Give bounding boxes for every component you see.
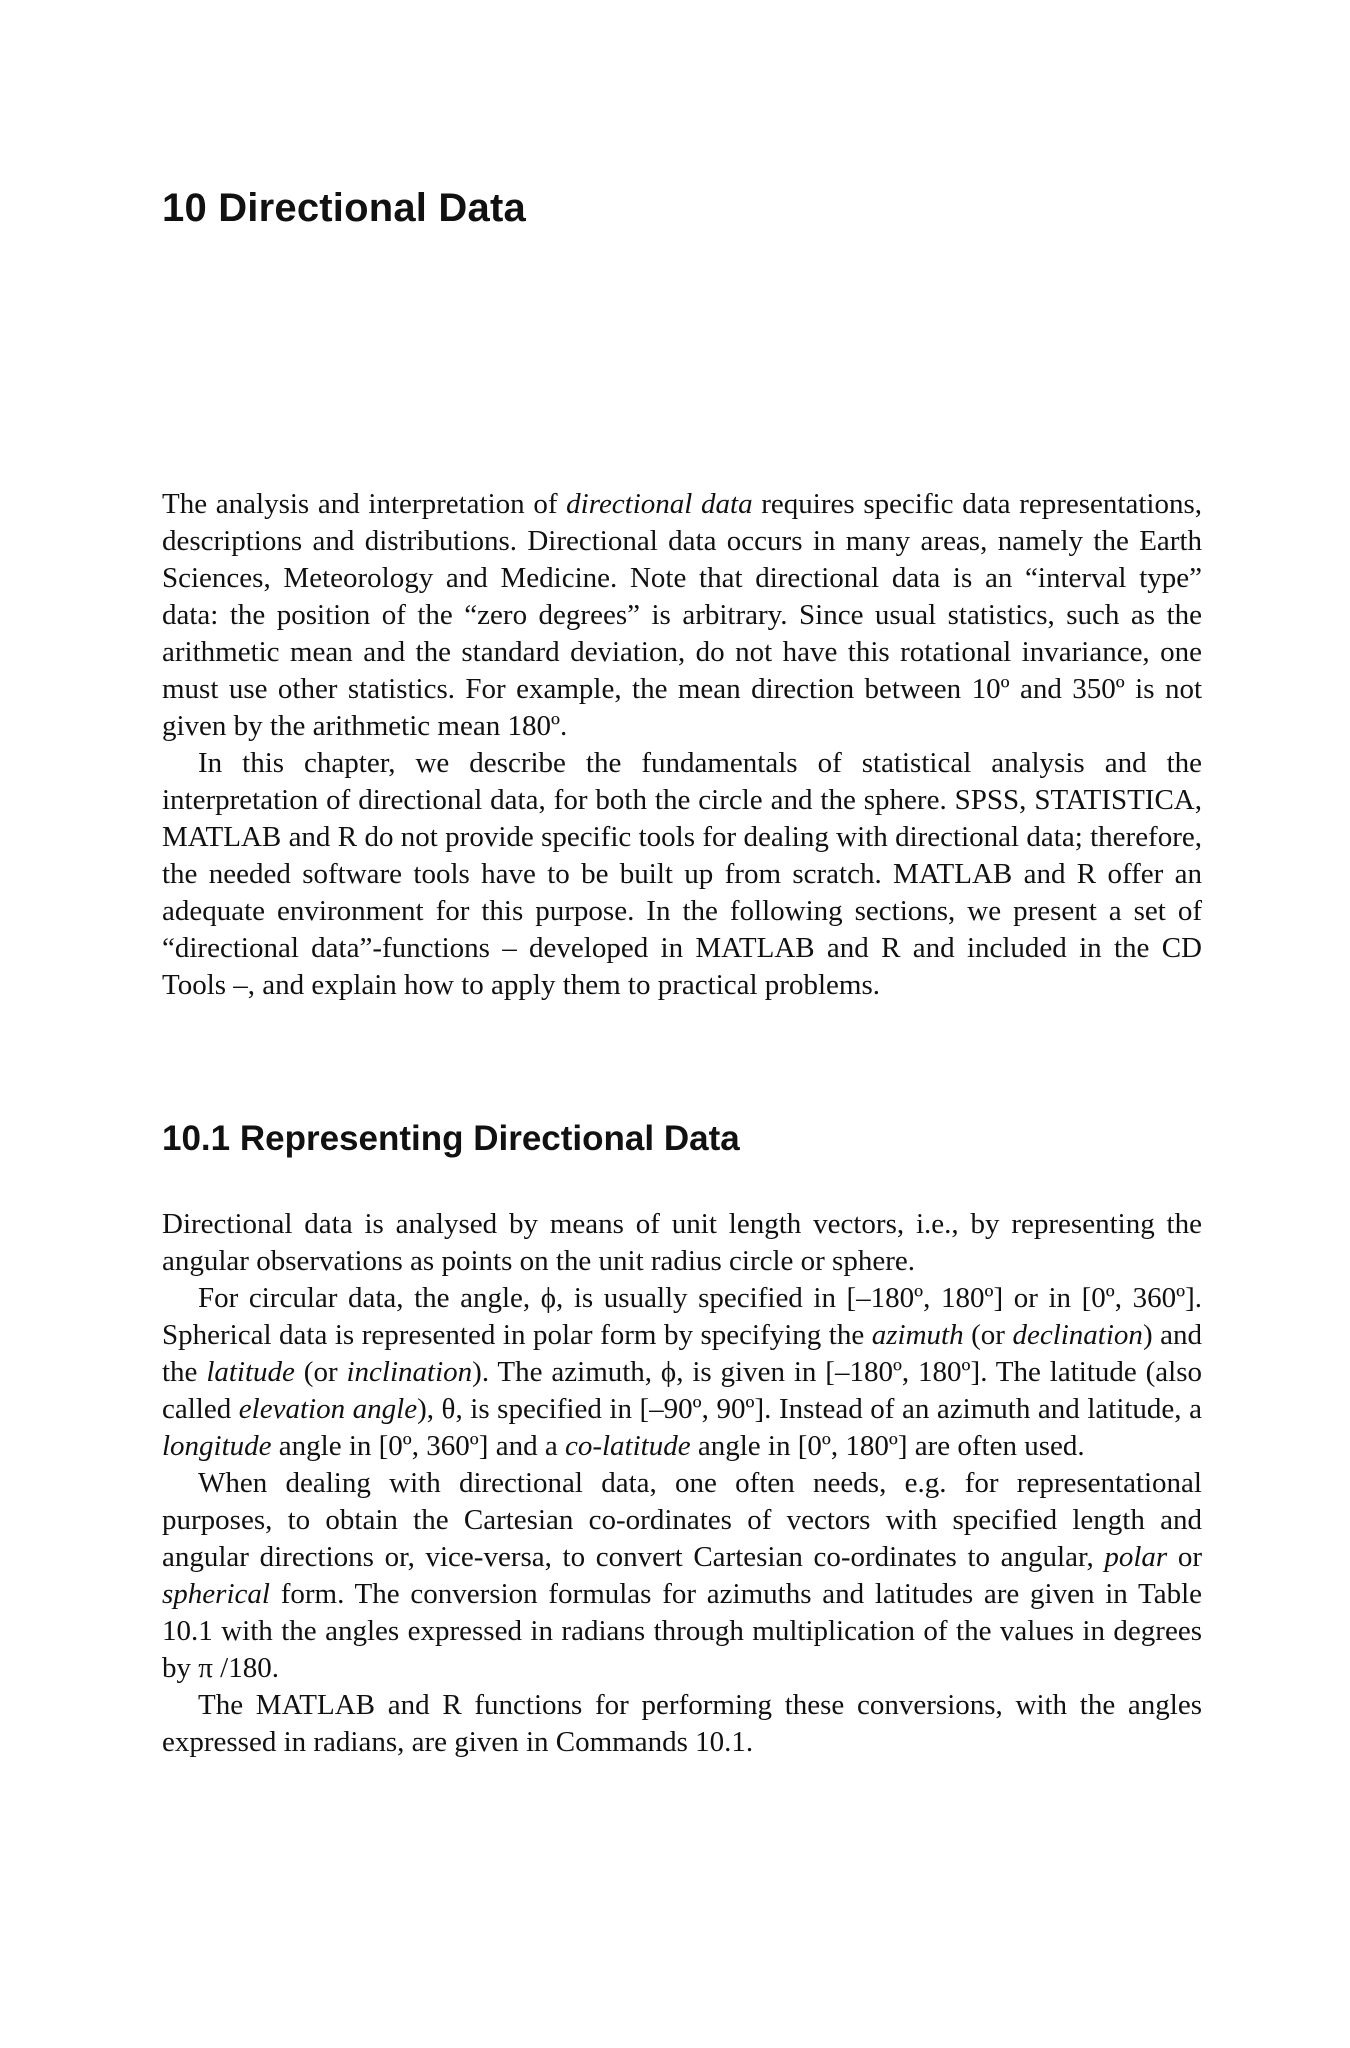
text-run: angle in [0º, 360º] and a	[271, 1430, 565, 1462]
italic-term: co-latitude	[564, 1430, 691, 1462]
italic-term: polar	[1104, 1541, 1168, 1573]
section-title: 10.1 Representing Directional Data	[162, 1119, 740, 1158]
intro-paragraph-1	[162, 486, 1202, 745]
section-paragraph-1: Directional data is analysed by means of unit length vectors, i.e., by representing the angular observations as points on the unit radius circle or sphere.	[162, 1208, 1202, 1277]
italic-term: directional data	[566, 488, 753, 520]
text-run: For circular data, the angle, ϕ, is usually specified in [–180º, 180º] or in [0º, 360º]. Spherical data is represented in polar form by specifying the	[162, 1282, 1202, 1351]
chapter-title: 10 Directional Data	[162, 186, 526, 230]
section-paragraph-2	[162, 1280, 1202, 1465]
text-run: ), θ, is specified in [–90º, 90º]. Instead of an azimuth and latitude, a	[417, 1393, 1202, 1425]
text-run: requires specific data representations, descriptions and distributions. Directional data occurs in many areas, namely the Earth Sciences, Meteorology and Medicine. Note that directional data is an “interval type” data: the position of the “zero degrees” is arbitrary. Since usual statistics, such as the arithmetic mean and the standard deviation, do not have this rotational invariance, one must use other statistics. For example, the mean direction between 10º and 350º is not given by the arithmetic mean 180º.	[162, 488, 1202, 742]
text-run: form. The conversion formulas for azimuths and latitudes are given in Table 10.1 with the angles expressed in radians through multiplication of the values in degrees by π /180.	[162, 1578, 1202, 1684]
section-paragraph-3	[162, 1465, 1202, 1687]
italic-term: spherical	[162, 1578, 270, 1610]
text-run: ). The azimuth, ϕ, is given in [–180º, 180º]. The latitude (also called	[162, 1356, 1202, 1425]
text-run: When dealing with directional data, one often needs, e.g. for representational purposes, to obtain the Cartesian co-ordinates of vectors with specified length and angular directions or, vice-versa, to convert Cartesian co-ordinates to angular,	[162, 1467, 1202, 1573]
italic-term: elevation angle	[238, 1393, 418, 1425]
text-run: (or	[963, 1319, 1013, 1351]
italic-term: longitude	[162, 1430, 272, 1462]
text-run: The analysis and interpretation of	[162, 488, 567, 520]
text-run: or	[1167, 1541, 1202, 1573]
italic-term: declination	[1012, 1319, 1143, 1351]
italic-term: azimuth	[871, 1319, 964, 1351]
text-run: angle in [0º, 180º] are often used.	[690, 1430, 1085, 1462]
section-text	[162, 1206, 1202, 1761]
text-run: ) and the	[162, 1319, 1202, 1388]
intro-paragraph-2: In this chapter, we describe the fundamentals of statistical analysis and the interpretation of directional data, for both the circle and the sphere. SPSS, STATISTICA, MATLAB and R do not provide specific tools for dealing with directional data; therefore, the needed software tools have to be built up from scratch. MATLAB and R offer an adequate environment for this purpose. In the following sections, we present a set of “directional data”-functions – developed in MATLAB and R and included in the CD Tools –, and explain how to apply them to practical problems.	[162, 747, 1202, 1001]
italic-term: inclination	[346, 1356, 473, 1388]
intro-text	[162, 486, 1202, 1004]
section-paragraph-4: The MATLAB and R functions for performing these conversions, with the angles expressed in radians, are given in Commands 10.1.	[162, 1689, 1202, 1758]
text-run: (or	[294, 1356, 347, 1388]
italic-term: latitude	[206, 1356, 295, 1388]
